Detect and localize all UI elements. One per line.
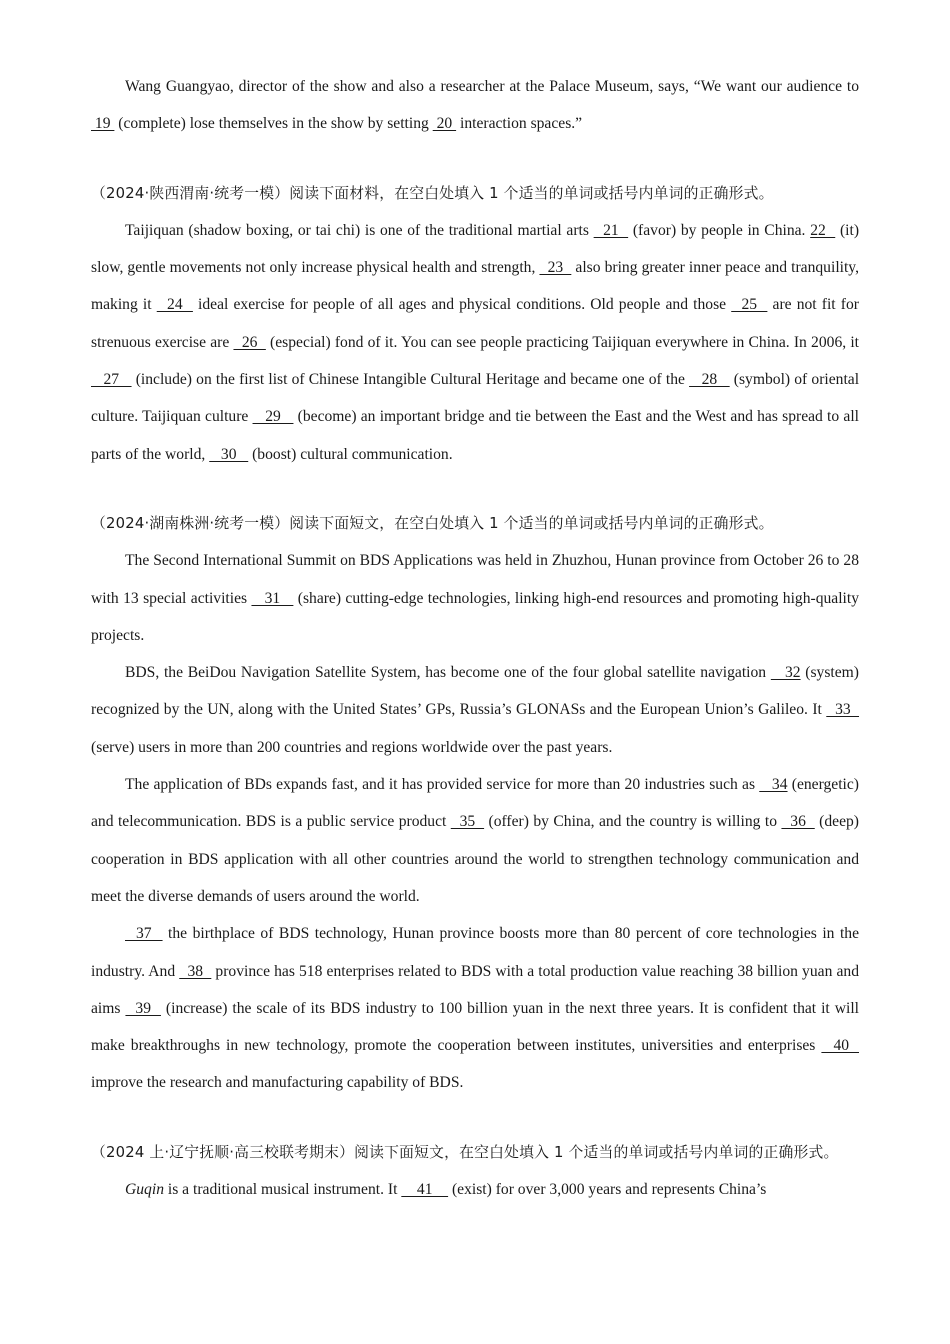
section-guqin: [91, 1134, 859, 1209]
answer-blank: 24: [156, 296, 193, 314]
text-run: province has 518 enterprises related to BDS with a total production value reaching 38 billion yuan and aims: [91, 962, 859, 1017]
text-run: (system) recognized by the UN, along with the United States’ GPs, Russia’s GLONASs and the European Union’s Galileo. It: [91, 664, 859, 719]
answer-blank: 40: [821, 1037, 859, 1055]
text-run: (it) slow, gentle movements not only increase physical health and strength,: [91, 221, 860, 277]
answer-blank: 22: [810, 221, 836, 239]
text-run: also bring greater inner peace and tranquility, making it: [91, 259, 859, 314]
section-heading: （2024·湖南株洲·统考一模）阅读下面短文，在空白处填入 1 个适当的单词或括号内单词的正确形式。: [91, 514, 774, 532]
text-run: is a traditional musical instrument. It: [163, 1181, 402, 1199]
answer-blank: 30: [209, 445, 249, 463]
text-run: improve the research and manufacturing capability of BDS.: [91, 1074, 464, 1092]
answer-blank: 41: [401, 1181, 449, 1199]
answer-blank: 21: [593, 221, 629, 239]
section-heading: （2024·陕西渭南·统考一模）阅读下面材料，在空白处填入 1 个适当的单词或括号内单词的正确形式。: [91, 184, 774, 202]
text-run: the birthplace of BDS technology, Hunan province boosts more than 80 percent of core technologies in the industry. And: [91, 925, 859, 980]
text-run: (serve) users in more than 200 countries and regions worldwide over the past years.: [91, 738, 613, 756]
answer-blank: 31: [251, 589, 294, 607]
answer-blank: 27: [91, 371, 132, 389]
answer-blank: 19: [91, 115, 115, 133]
text-run: (share) cutting-edge technologies, linking high-end resources and promoting high-quality projects.: [91, 589, 860, 644]
text-run: (become) an important bridge and tie between the East and the West and has spread to all parts of the world,: [91, 408, 859, 463]
text-run: Taijiquan (shadow boxing, or tai chi) is one of the traditional martial arts: [125, 221, 594, 239]
text-run: ideal exercise for people of all ages and physical conditions. Old people and those: [192, 296, 732, 314]
text-run: are not fit for strenuous exercise are: [91, 296, 859, 351]
section-heading: （2024 上·辽宁抚顺·高三校联考期末）阅读下面短文，在空白处填入 1 个适当的单词或括号内单词的正确形式。: [91, 1143, 839, 1161]
paragraph: [91, 654, 859, 766]
paragraph: [91, 542, 859, 654]
text-run: Wang Guangyao, director of the show and also a researcher at the Palace Museum, says, “We want our audience to: [125, 78, 859, 95]
answer-blank: 26: [233, 333, 266, 351]
answer-blank: 36: [781, 813, 815, 831]
italic-term: Guqin: [125, 1181, 164, 1199]
answer-blank: 23: [539, 259, 572, 277]
text-run: (exist) for over 3,000 years and represents China’s: [448, 1181, 767, 1199]
section-taijiquan: [91, 175, 859, 473]
passage-intro: [91, 68, 859, 143]
text-run: (complete) lose themselves in the show by setting: [114, 115, 433, 133]
answer-blank: 28: [689, 371, 730, 389]
answer-blank: 32: [770, 664, 801, 682]
text-run: interaction spaces.”: [456, 115, 583, 133]
paragraph: [91, 1171, 859, 1208]
text-run: The Second International Summit on BDS Applications was held in Zhuzhou, Hunan province from October 26 to 28 with 13 special activities: [91, 552, 859, 607]
answer-blank: 29: [252, 408, 294, 426]
answer-blank: 20: [432, 115, 457, 133]
answer-blank: 39: [125, 999, 161, 1017]
answer-blank: 38: [179, 962, 212, 980]
text-run: The application of BDs expands fast, and it has provided service for more than 20 industries such as: [125, 776, 760, 794]
paragraph: [91, 915, 859, 1101]
paragraph: [91, 68, 859, 143]
paragraph: [91, 766, 859, 915]
section-bds: [91, 505, 859, 1102]
answer-blank: 34: [759, 776, 788, 794]
text-run: (symbol) of oriental culture. Taijiquan culture: [91, 371, 860, 426]
text-run: (boost) cultural communication.: [248, 445, 453, 463]
text-run: (energetic) and telecommunication. BDS is a public service product: [91, 776, 859, 831]
paragraph: [91, 212, 859, 473]
text-run: (increase) the scale of its BDS industry to 100 billion yuan in the next three years. It is confident that it will make breakthroughs in new technology, promote the cooperation between institutes, universities and enterprises: [91, 999, 860, 1055]
document-page: [91, 68, 859, 1208]
text-run: (especial) fond of it. You can see people practicing Taijiquan everywhere in China. In 2006, it: [265, 333, 859, 351]
text-run: (include) on the first list of Chinese Intangible Cultural Heritage and became one of the: [131, 371, 690, 389]
text-run: (deep) cooperation in BDS application with all other countries around the world to strengthen technology communication and meet the diverse demands of users around the world.: [91, 813, 859, 905]
text-run: (offer) by China, and the country is willing to: [484, 813, 782, 831]
text-run: BDS, the BeiDou Navigation Satellite System, has become one of the four global satellite navigation: [125, 664, 771, 682]
answer-blank: 25: [731, 296, 768, 314]
text-run: (favor) by people in China.: [628, 221, 811, 239]
answer-blank: 35: [450, 813, 485, 831]
answer-blank: 37: [125, 925, 163, 943]
answer-blank: 33: [826, 701, 860, 719]
